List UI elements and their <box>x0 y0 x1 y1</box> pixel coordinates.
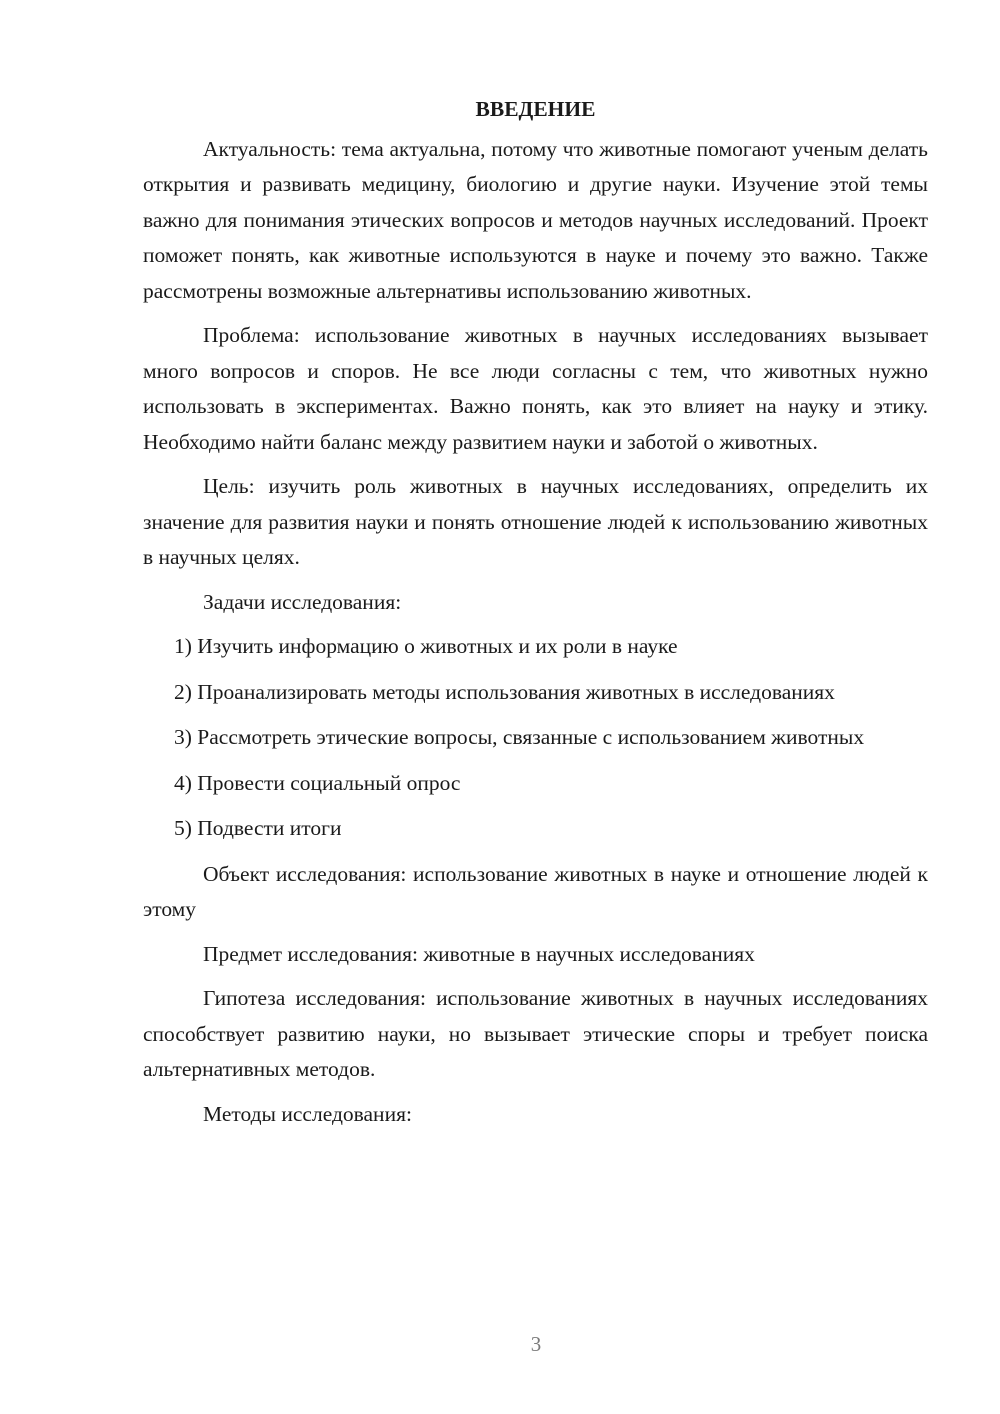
object-paragraph: Объект исследования: использование животных в науке и отношение людей к этому <box>143 861 928 921</box>
page-title: ВВЕДЕНИЕ <box>475 97 596 121</box>
methods-heading: Методы исследования: <box>203 1101 412 1126</box>
goal-paragraph: Цель: изучить роль животных в научных исследованиях, определить их значение для развития науки и понять отношение людей к использованию животных в научных целях. <box>143 474 928 569</box>
task-item-5: 5) Подвести итоги <box>174 816 342 840</box>
hypothesis-paragraph: Гипотеза исследования: использование животных в научных исследованиях способствует развитию науки, но вызывает этические споры и требует поиска альтернативных методов. <box>143 986 928 1081</box>
task-item-1: 1) Изучить информацию о животных и их роли в науке <box>174 634 678 658</box>
problem-paragraph: Проблема: использование животных в научных исследованиях вызывает много вопросов и споров. Не все люди согласны с тем, что животных нужно использовать в экспериментах. Важно понять, как это влияет на науку и этику. Необходимо найти баланс между развитием науки и заботой о животных. <box>143 323 928 454</box>
task-item-4: 4) Провести социальный опрос <box>174 770 461 795</box>
page-number: 3 <box>530 1332 542 1356</box>
task-item-2: 2) Проанализировать методы использования животных в исследованиях <box>174 679 835 704</box>
subject-paragraph: Предмет исследования: животные в научных исследованиях <box>203 941 755 966</box>
document-page <box>143 92 928 1141</box>
task-item-3: 3) Рассмотреть этические вопросы, связанные с использованием животных <box>174 725 865 749</box>
tasks-heading: Задачи исследования: <box>203 589 402 614</box>
relevance-paragraph: Актуальность: тема актуальна, потому что животные помогают ученым делать открытия и развивать медицину, биологию и другие науки. Изучение этой темы важно для понимания этических вопросов и методов научных исследований. Проект поможет понять, как животные используются в науке и почему это важно. Также рассмотрены возможные альтернативы использованию животных. <box>143 136 928 303</box>
